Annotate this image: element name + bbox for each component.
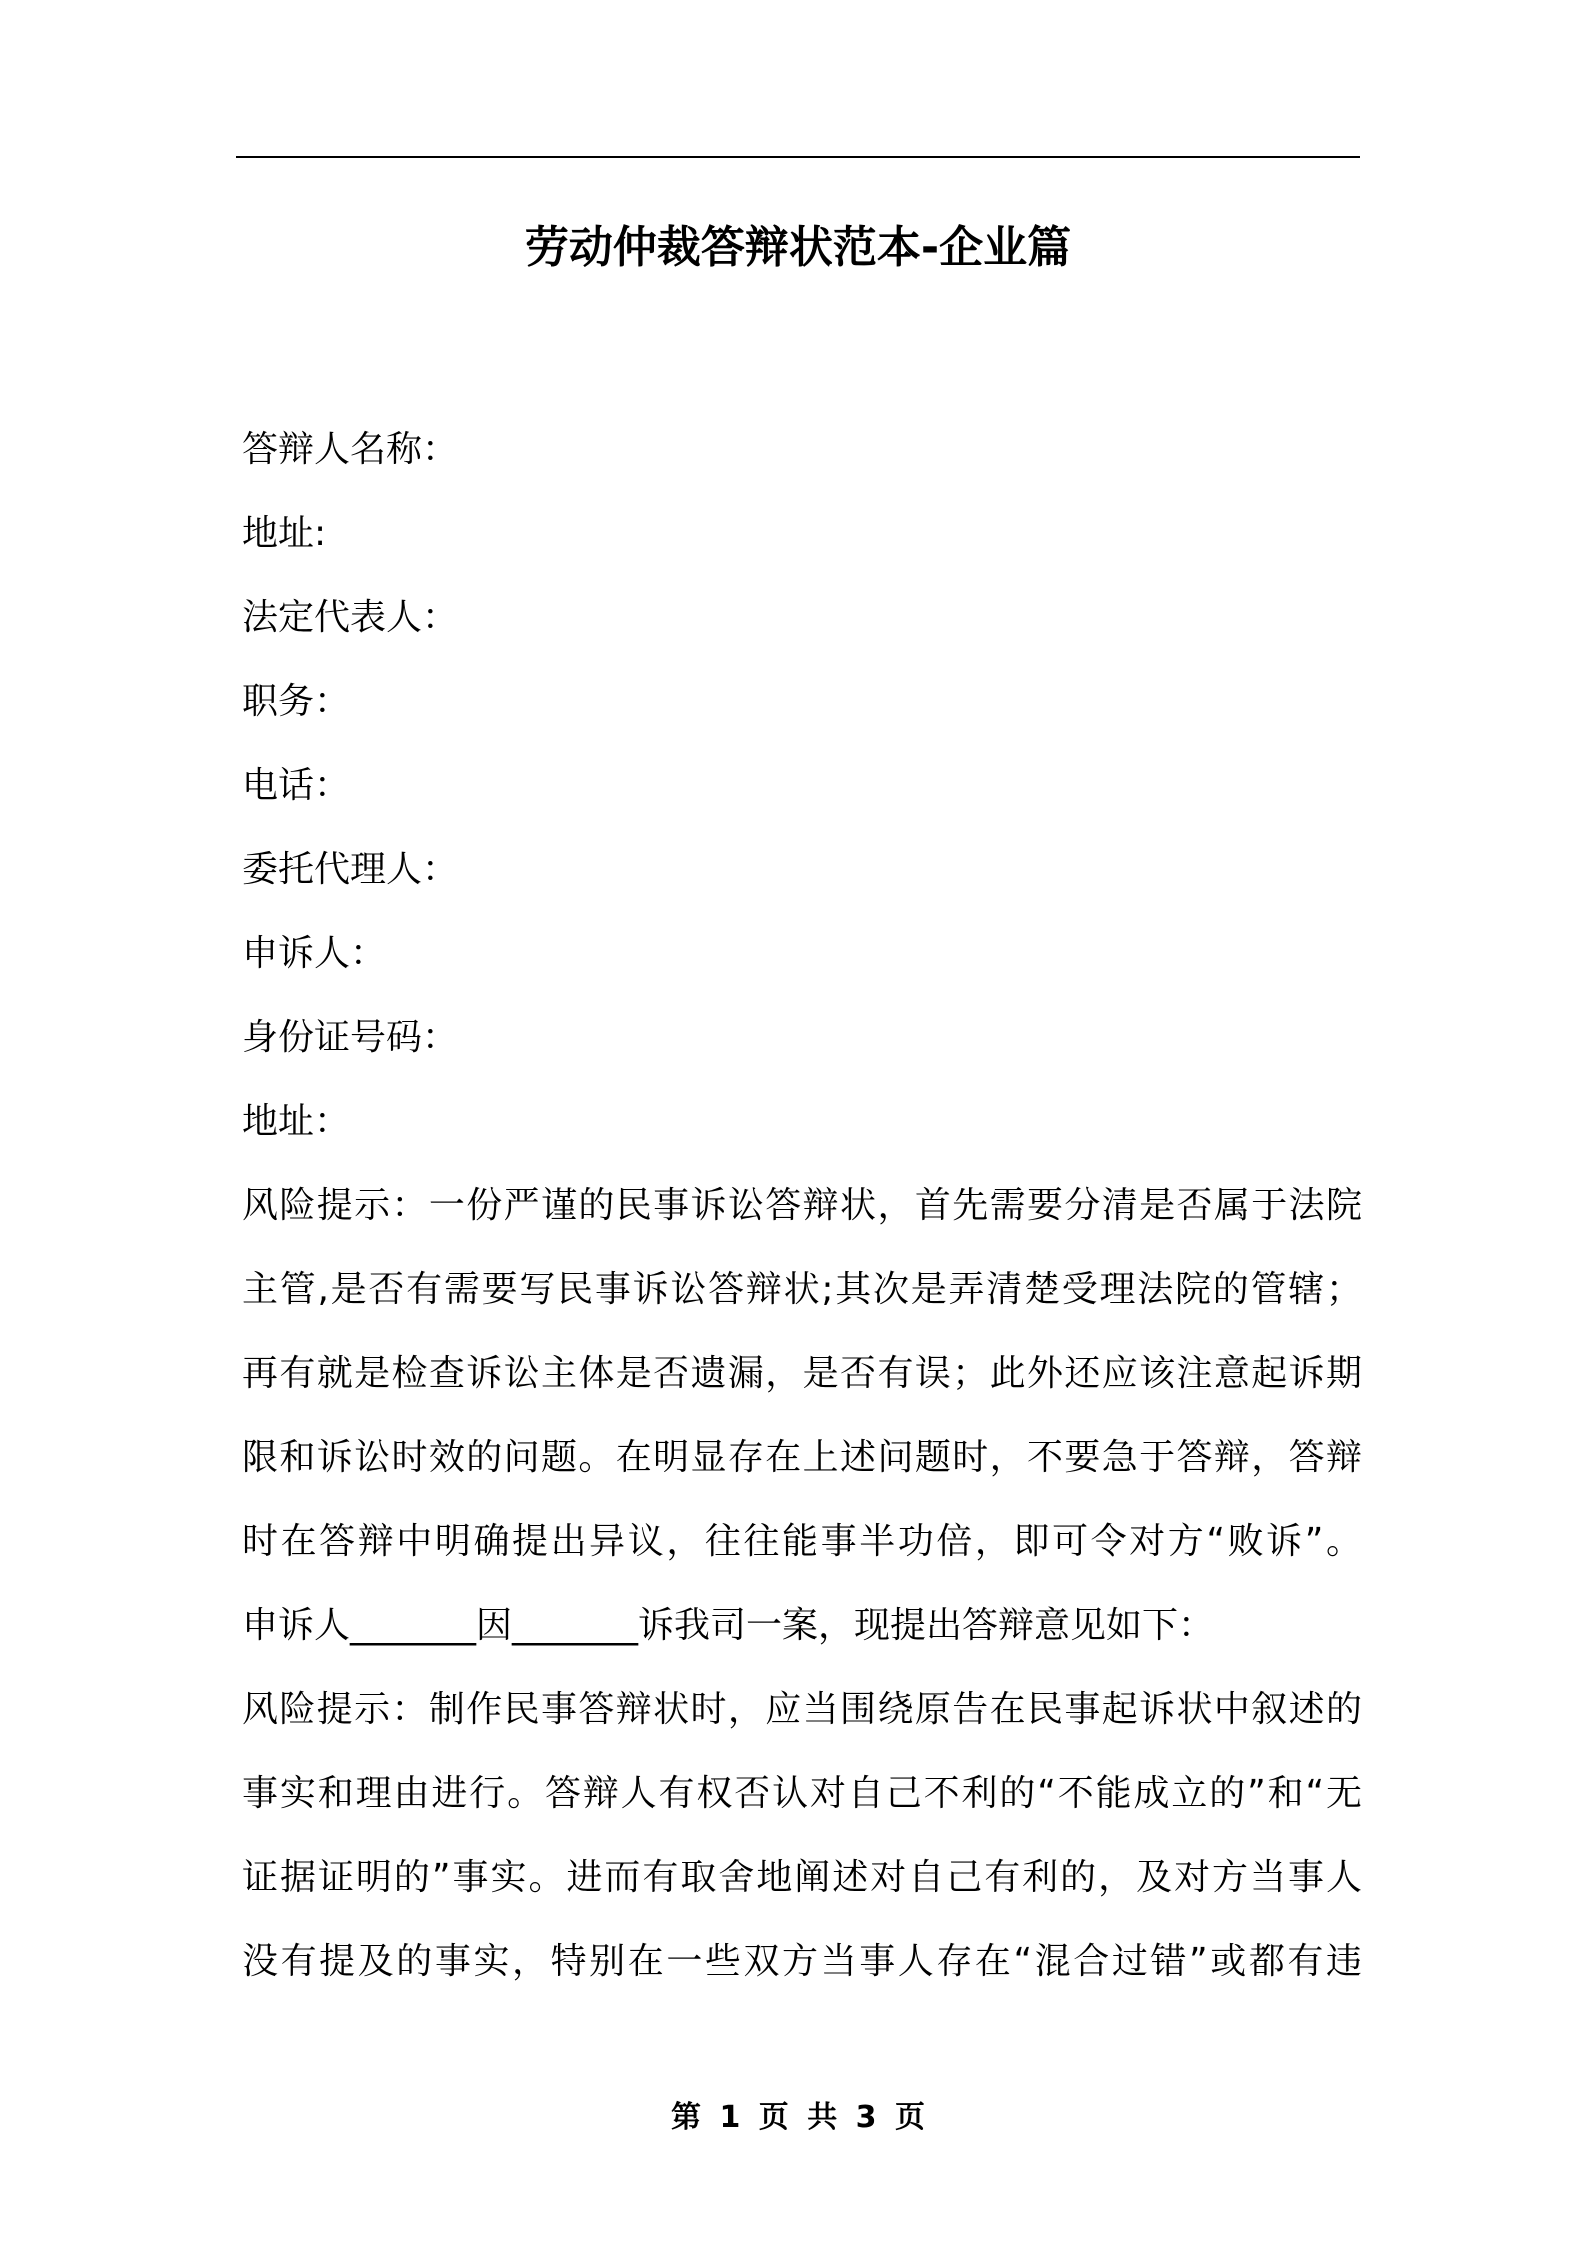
field-id-number: 身份证号码： xyxy=(242,1017,459,1058)
risk-tip-2-line-2: 事实和理由进行。答辩人有权否认对自己不利的“不能成立的”和“无 xyxy=(242,1773,1362,1814)
field-claimant-address: 地址： xyxy=(242,1101,351,1142)
field-legal-representative: 法定代表人： xyxy=(242,597,459,638)
risk-tip-2-line-1: 风险提示：制作民事答辩状时，应当围绕原告在民事起诉状中叙述的 xyxy=(242,1689,1362,1730)
risk-tip-2-line-4: 没有提及的事实，特别在一些双方当事人存在“混合过错”或都有违 xyxy=(242,1941,1362,1982)
risk-tip-1-line-1: 风险提示：一份严谨的民事诉讼答辩状，首先需要分清是否属于法院 xyxy=(242,1185,1362,1226)
risk-tip-1-line-4: 限和诉讼时效的问题。在明显存在上述问题时，不要急于答辩，答辩 xyxy=(242,1437,1362,1478)
field-claimant: 申诉人： xyxy=(242,933,387,974)
risk-tip-1-line-5: 时在答辩中明确提出异议，往往能事半功倍，即可令对方“败诉”。 xyxy=(242,1521,1362,1562)
risk-tip-1-line-2: 主管,是否有需要写民事诉讼答辩状;其次是弄清楚受理法院的管辖； xyxy=(242,1269,1362,1310)
document-body xyxy=(242,408,1362,2004)
field-position: 职务： xyxy=(242,681,351,722)
field-phone: 电话： xyxy=(242,765,351,806)
header-rule xyxy=(236,156,1360,158)
field-authorized-agent: 委托代理人： xyxy=(242,849,459,890)
field-respondent-address: 地址: xyxy=(242,513,327,554)
risk-tip-1-line-3: 再有就是检查诉讼主体是否遗漏，是否有误；此外还应该注意起诉期 xyxy=(242,1353,1362,1394)
page-number-footer: 第 1 页 共 3 页 xyxy=(671,2100,925,2135)
document-title: 劳动仲裁答辩状范本-企业篇 xyxy=(524,222,1072,273)
field-respondent-name: 答辩人名称： xyxy=(242,429,459,470)
defense-statement: 申诉人_______因_______诉我司一案，现提出答辩意见如下： xyxy=(242,1605,1215,1646)
risk-tip-2-line-3: 证据证明的”事实。进而有取舍地阐述对自己有利的，及对方当事人 xyxy=(242,1857,1362,1898)
